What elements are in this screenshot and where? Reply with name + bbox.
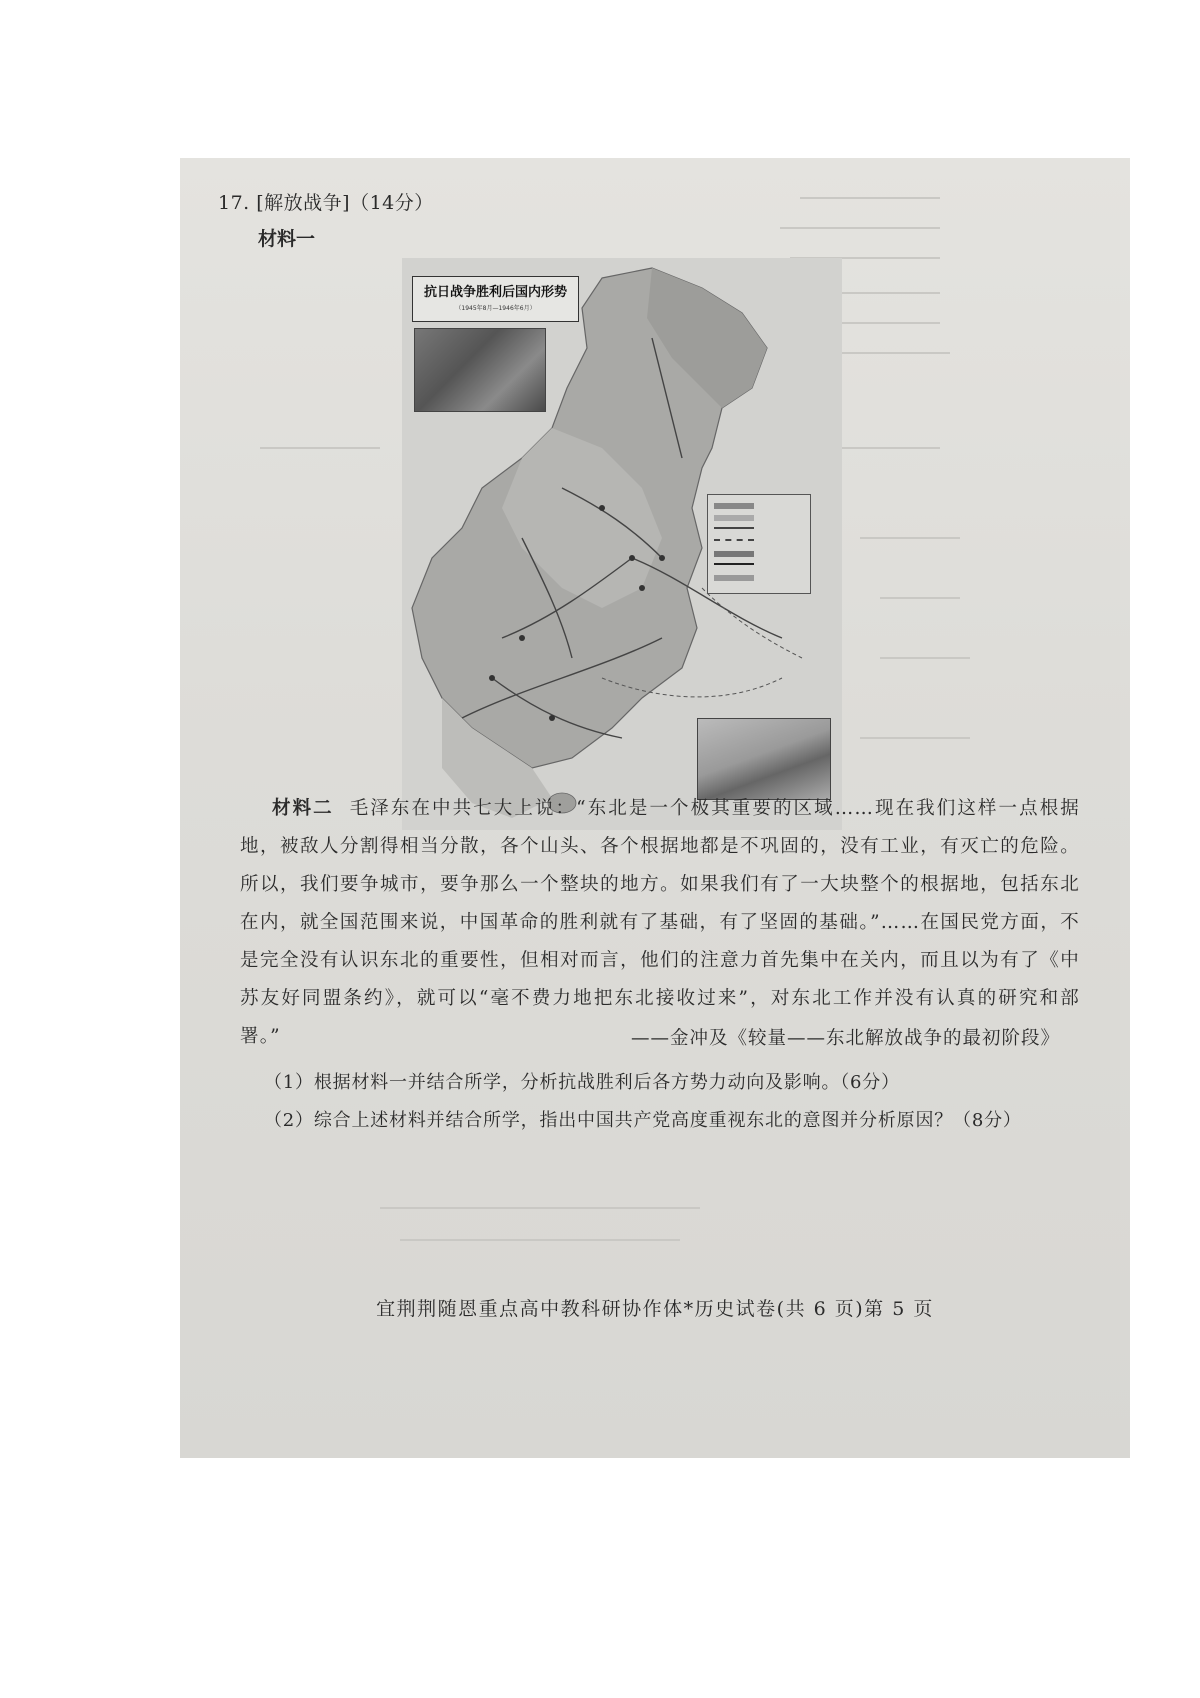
legend-swatch bbox=[714, 563, 754, 565]
historical-photo-ship bbox=[697, 718, 831, 800]
map-subtitle: （1945年8月—1946年6月） bbox=[455, 305, 536, 312]
sub-question-1: （1）根据材料一并结合所学，分析抗战胜利后各方势力动向及影响。（6分） bbox=[264, 1072, 900, 1093]
material-2-source: ——金冲及《较量——东北解放战争的最初阶段》 bbox=[630, 1028, 1060, 1049]
material-1-label: 材料一 bbox=[258, 228, 316, 250]
exam-page bbox=[180, 158, 1130, 1458]
legend-swatch bbox=[714, 515, 754, 521]
map-title: 抗日战争胜利后国内形势 bbox=[423, 285, 567, 300]
legend-swatch bbox=[714, 551, 754, 557]
question-topic: [解放战争]（14分） bbox=[256, 192, 434, 214]
material-2-text: 毛泽东在中共七大上说：“东北是一个极其重要的区域……现在我们这样一点根据地，被敌人分割得相当分散，各个山头、各个根据地都是不巩固的，没有工业，有灭亡的危险。所以，我们要争城市，要争那么一个整块的地方。如果我们有了一大块整个的根据地，包括东北在内，就全国范围来说，中国革命的胜利就有了基础，有了坚固的基础。”……在国民党方面，不是完全没有认识东北的重要性，但相对而言，他们的注意力首先集中在关内，而且以为有了《中苏友好同盟条约》，就可以“毫不费力地把东北接收过来”，对东北工作并没有认真的研究和部署。” bbox=[240, 798, 1080, 1047]
map-legend bbox=[707, 494, 811, 594]
page-footer: 宜荆荆随恩重点高中教科研协作体*历史试卷(共 6 页)第 5 页 bbox=[376, 1298, 934, 1320]
legend-swatch bbox=[714, 575, 754, 581]
question-title bbox=[218, 188, 434, 215]
map-title-box bbox=[412, 276, 579, 322]
historical-photo-leaders bbox=[414, 328, 546, 412]
material-2-label: 材料二 bbox=[272, 798, 334, 819]
material-2-paragraph bbox=[240, 790, 1080, 1056]
sub-question-2: （2）综合上述材料并结合所学，指出中国共产党高度重视东北的意图并分析原因？（8分） bbox=[264, 1110, 1022, 1131]
legend-swatch bbox=[714, 503, 754, 509]
historical-map-figure bbox=[402, 258, 842, 830]
question-number: 17. bbox=[218, 192, 250, 214]
legend-swatch bbox=[714, 527, 754, 529]
material-2-block bbox=[240, 790, 1080, 1056]
legend-swatch bbox=[714, 539, 754, 541]
